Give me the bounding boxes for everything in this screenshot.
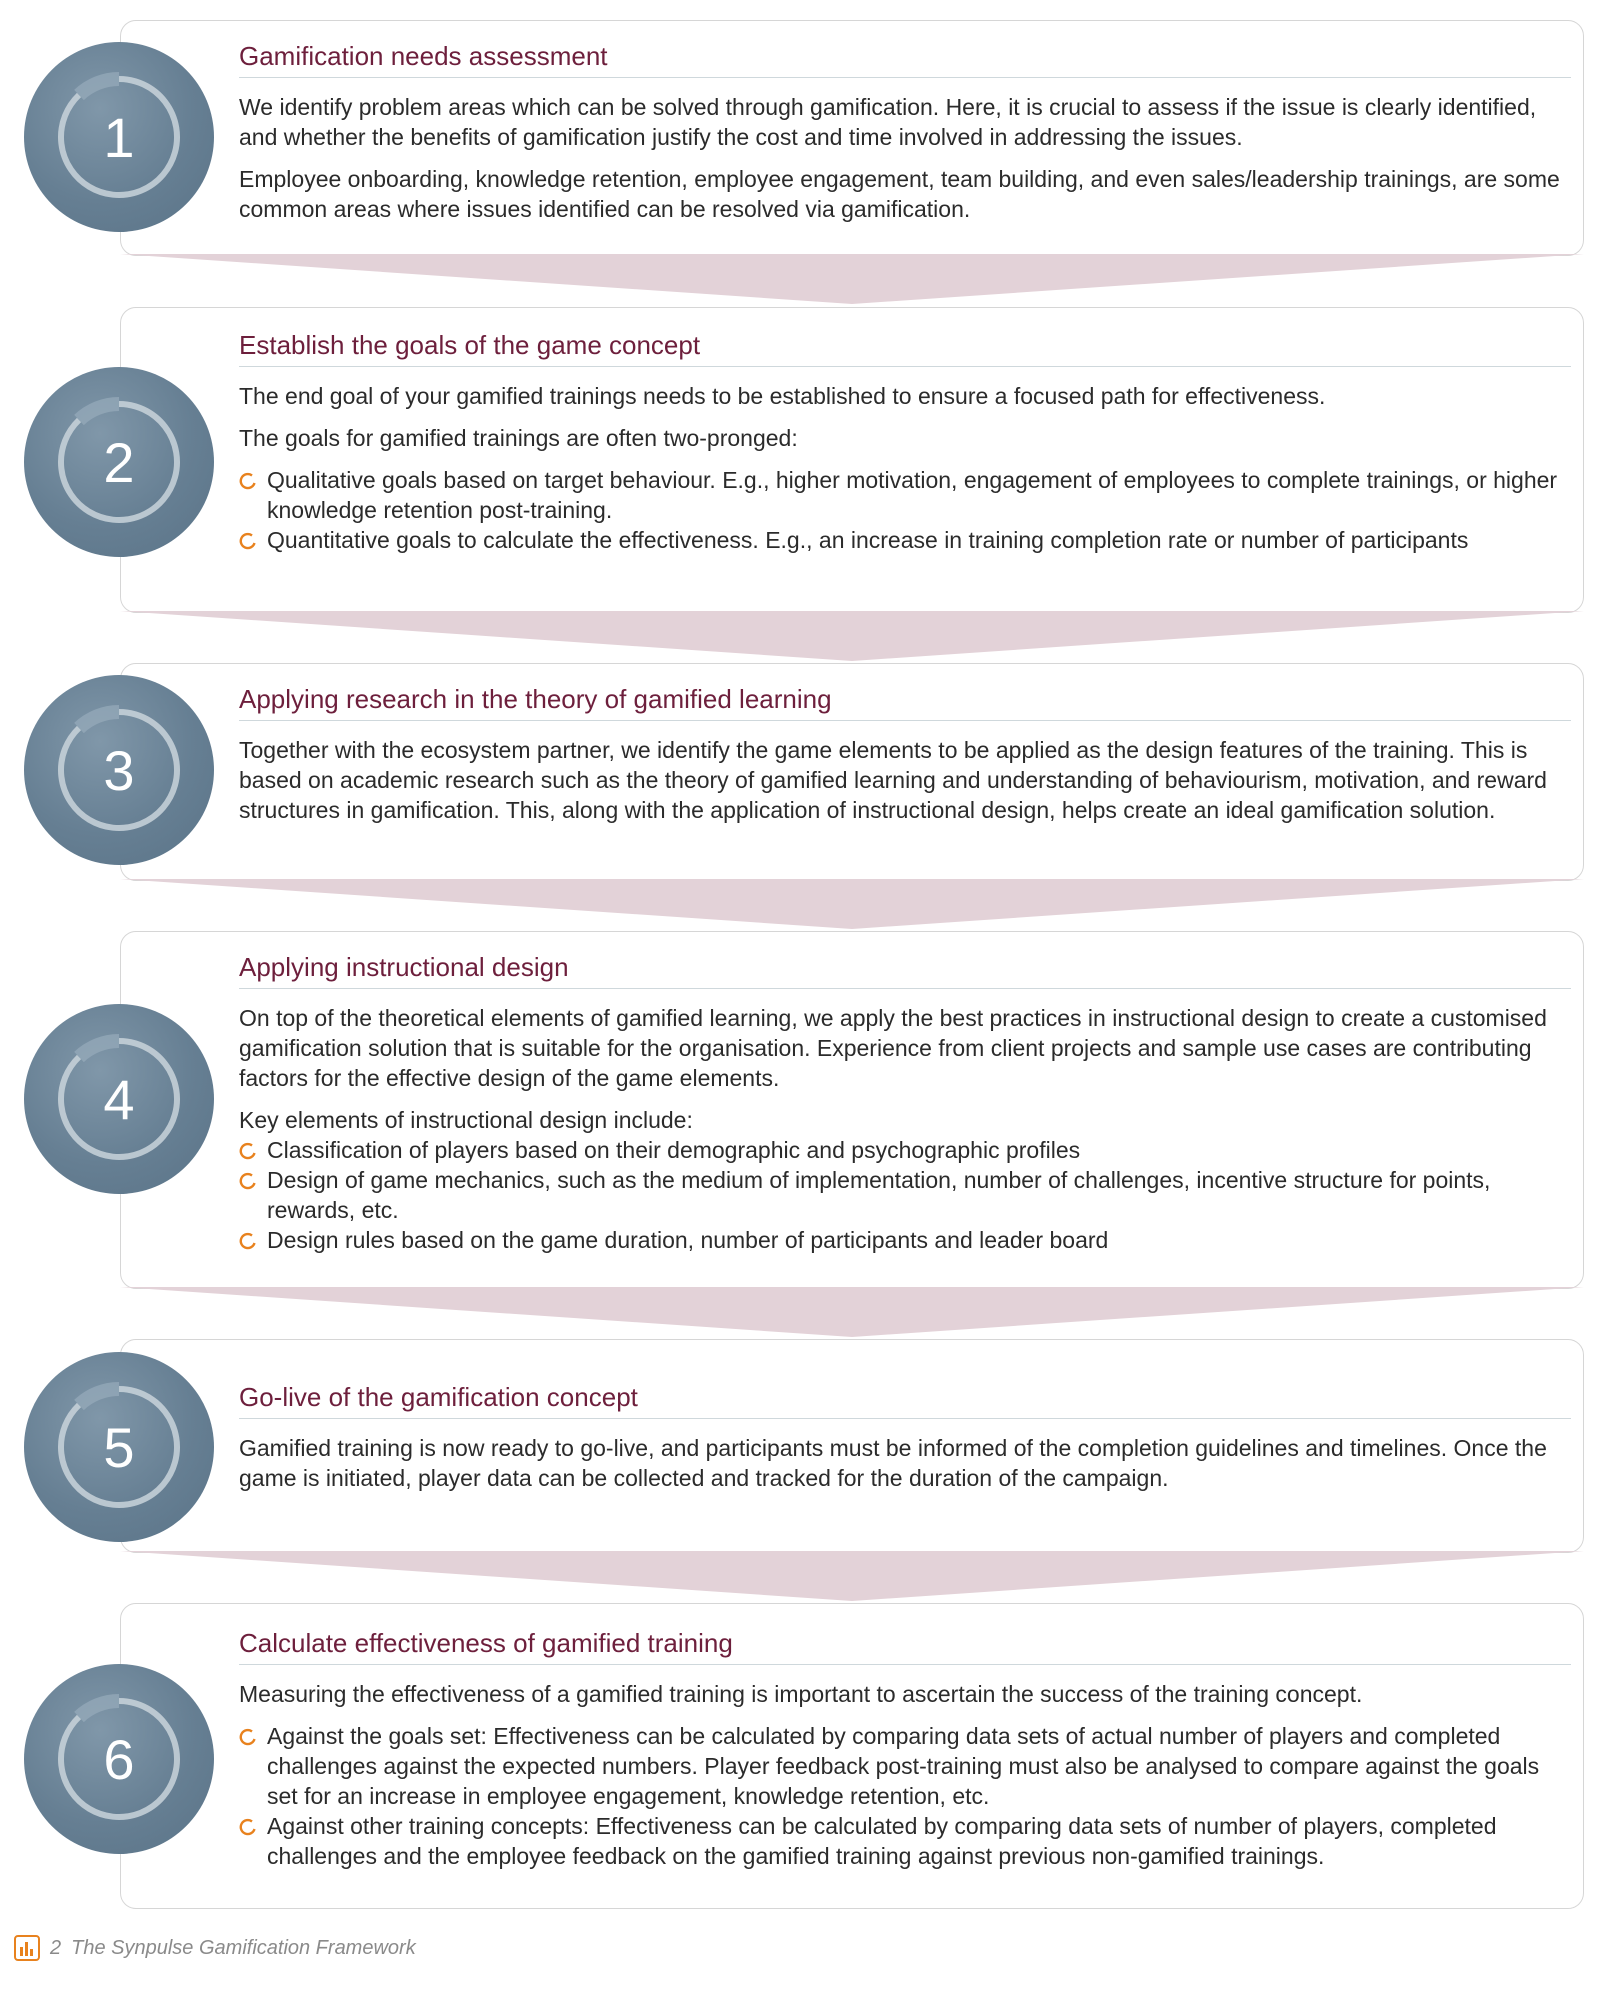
step-title: Applying instructional design [239, 950, 1571, 989]
step-paragraph: Gamified training is now ready to go-live, and participants must be informed of the completion guidelines and timelines. Once the game is initiated, player data can be collected and tracked for the duration of the campaign. [239, 1435, 1547, 1491]
step-number-badge-2 [24, 367, 214, 557]
bullet-arc-icon [239, 472, 257, 490]
step-paragraph: The goals for gamified trainings are often two-pronged: [239, 425, 798, 451]
bullet-text: Quantitative goals to calculate the effectiveness. E.g., an increase in training completion rate or number of participants [267, 527, 1469, 553]
bullet-text: Against other training concepts: Effectiveness can be calculated by comparing data sets of number of players, completed challenges and the employee feedback on the gamified training against previous non-gamified trainings. [267, 1813, 1497, 1869]
step-number: 2 [103, 430, 135, 494]
step-paragraph: On top of the theoretical elements of gamified learning, we apply the best practices in instructional design to create a customised gamification solution that is suitable for the organisation. Experience from client projects and sample use cases are contributing factors for the effective design of the game elements. [239, 1005, 1547, 1091]
step-content-3 [239, 682, 1571, 837]
step-number: 3 [103, 738, 135, 802]
bullet-text: Against the goals set: Effectiveness can be calculated by comparing data sets of actual number of players and completed challenges against the expected numbers. Player feedback post-training must also be analysed to compare against the goals set for an increase in employee engagement, knowledge retention, etc. [267, 1723, 1540, 1809]
step-card-1 [120, 20, 1584, 256]
bullet-item [239, 1165, 1571, 1225]
step-paragraph: Employee onboarding, knowledge retention, employee engagement, team building, and even sales/leadership trainings, are some common areas where issues identified can be resolved via gamification. [239, 166, 1560, 222]
bullet-arc-icon [239, 1172, 257, 1190]
bullet-list [239, 1135, 1571, 1255]
step-content-6 [239, 1626, 1571, 1871]
flow-arrow-3 [120, 879, 1584, 929]
step-number: 6 [103, 1727, 135, 1791]
bullet-item [239, 465, 1571, 525]
step-paragraph: Key elements of instructional design include: [239, 1107, 693, 1133]
bullet-arc-icon [239, 1232, 257, 1250]
bullet-item [239, 1225, 1571, 1255]
step-paragraph: The end goal of your gamified trainings needs to be established to ensure a focused path for effectiveness. [239, 383, 1326, 409]
step-paragraph: We identify problem areas which can be solved through gamification. Here, it is crucial to assess if the issue is clearly identified, and whether the benefits of gamification justify the cost and time involved in addressing the issues. [239, 94, 1537, 150]
step-content-2 [239, 328, 1571, 555]
figure-number: 2 [50, 1936, 62, 1959]
bullet-item [239, 1811, 1571, 1871]
step-card-3 [120, 663, 1584, 881]
bullet-list [239, 465, 1571, 555]
step-number-badge-4 [24, 1004, 214, 1194]
bullet-item [239, 1135, 1571, 1165]
step-number: 1 [103, 105, 135, 169]
step-title: Applying research in the theory of gamified learning [239, 682, 1571, 721]
flow-arrow-4 [120, 1287, 1584, 1337]
bullet-item [239, 1721, 1571, 1811]
flow-arrow-2 [120, 611, 1584, 661]
bullet-item [239, 525, 1571, 555]
bullet-text: Design rules based on the game duration, number of participants and leader board [267, 1227, 1109, 1253]
bullet-arc-icon [239, 1142, 257, 1160]
step-content-4 [239, 950, 1571, 1255]
step-content-5 [239, 1380, 1571, 1505]
bullet-arc-icon [239, 1818, 257, 1836]
bullet-arc-icon [239, 1728, 257, 1746]
bullet-text: Qualitative goals based on target behaviour. E.g., higher motivation, engagement of employees to complete trainings, or higher knowledge retention post-training. [267, 467, 1558, 523]
flow-arrow-1 [120, 254, 1584, 304]
step-card-4 [120, 931, 1584, 1289]
bullet-text: Classification of players based on their demographic and psychographic profiles [267, 1137, 1081, 1163]
step-number-badge-3 [24, 675, 214, 865]
bullet-text: Design of game mechanics, such as the medium of implementation, number of challenges, incentive structure for points, rewards, etc. [267, 1167, 1491, 1223]
step-title: Gamification needs assessment [239, 39, 1571, 78]
figure-caption [14, 1935, 416, 1961]
bar-chart-icon [14, 1935, 40, 1961]
bullet-list [239, 1721, 1571, 1871]
step-card-2 [120, 307, 1584, 613]
step-card-6 [120, 1603, 1584, 1909]
step-number: 4 [103, 1067, 135, 1131]
flow-arrow-5 [120, 1551, 1584, 1601]
step-paragraph: Measuring the effectiveness of a gamified training is important to ascertain the success of the training concept. [239, 1681, 1363, 1707]
step-card-5 [120, 1339, 1584, 1553]
step-number-badge-6 [24, 1664, 214, 1854]
step-title: Go-live of the gamification concept [239, 1380, 1571, 1419]
bullet-arc-icon [239, 532, 257, 550]
step-number-badge-5 [24, 1352, 214, 1542]
figure-caption-text: The Synpulse Gamification Framework [71, 1936, 416, 1959]
step-title: Calculate effectiveness of gamified training [239, 1626, 1571, 1665]
step-number-badge-1 [24, 42, 214, 232]
step-paragraph: Together with the ecosystem partner, we identify the game elements to be applied as the design features of the training. This is based on academic research such as the theory of gamified learning and understanding of behaviourism, motivation, and reward structures in gamification. This, along with the application of instructional design, helps create an ideal gamification solution. [239, 737, 1547, 823]
step-content-1 [239, 39, 1571, 236]
step-title: Establish the goals of the game concept [239, 328, 1571, 367]
step-number: 5 [103, 1415, 135, 1479]
